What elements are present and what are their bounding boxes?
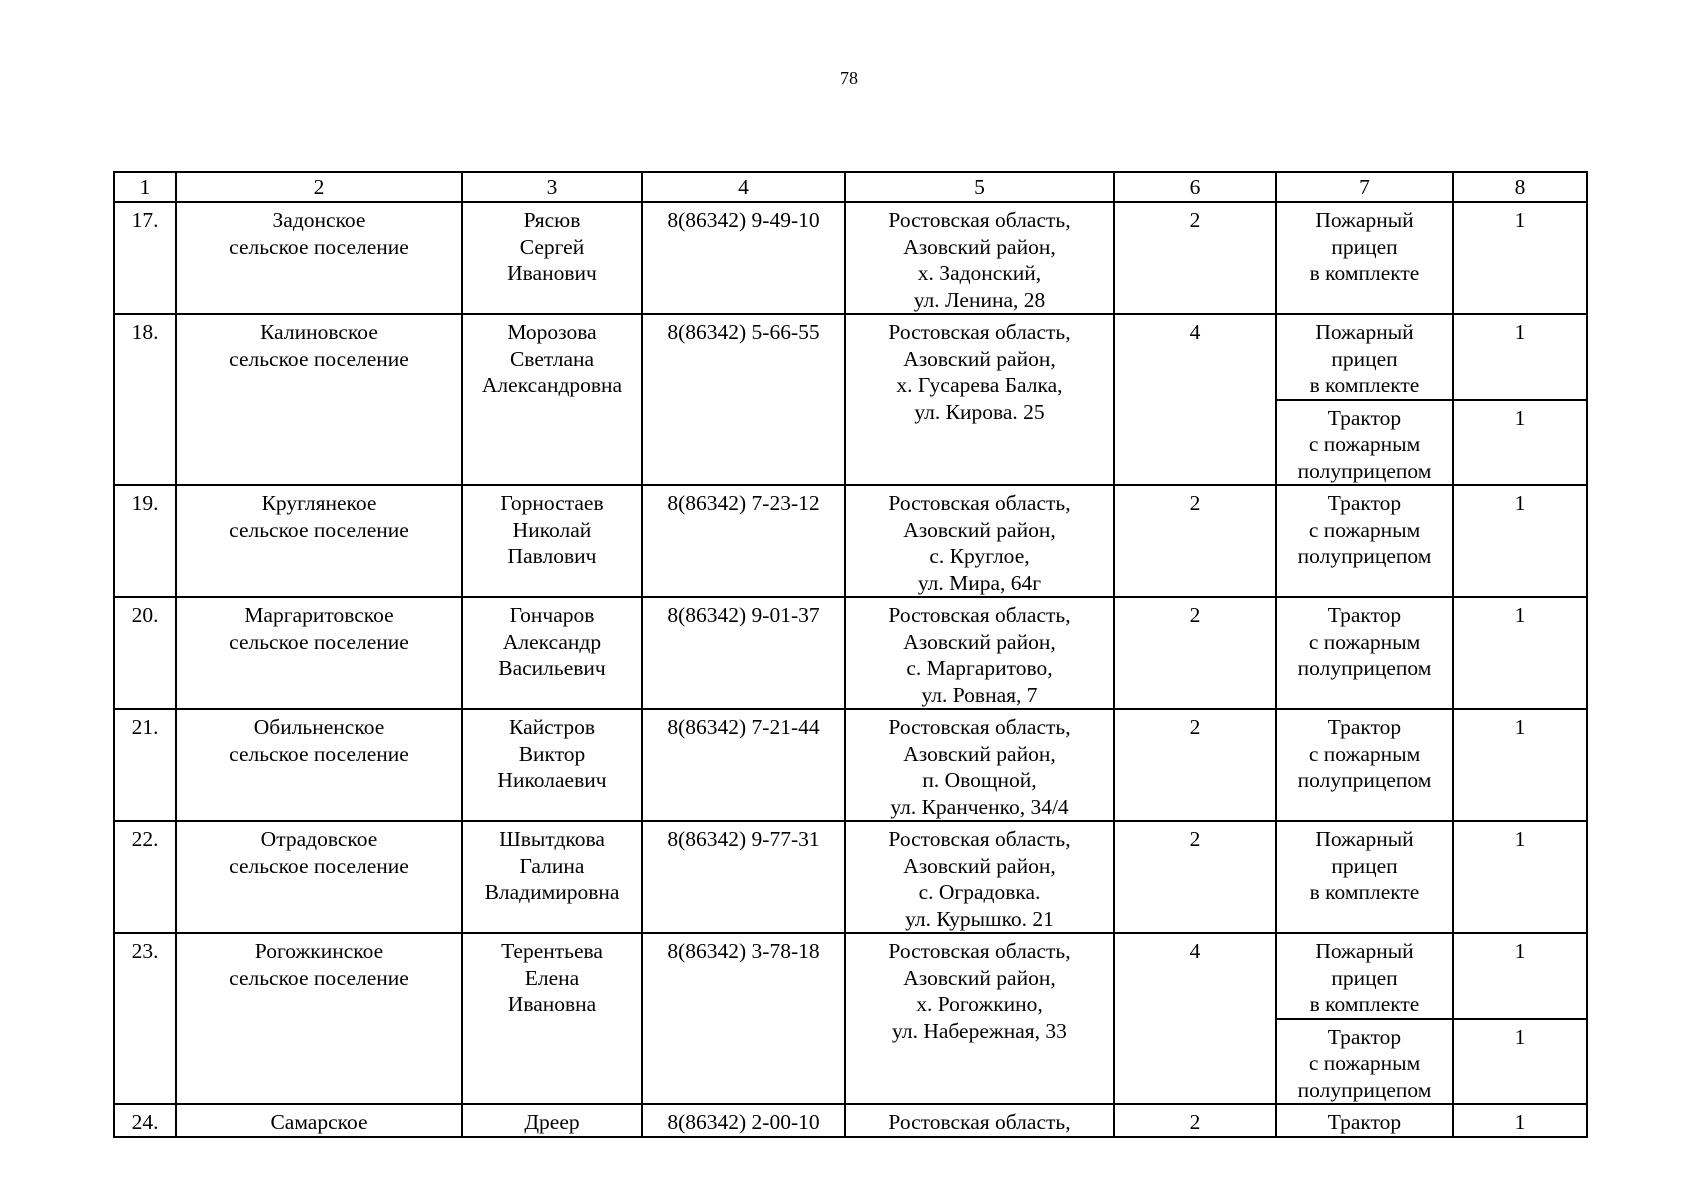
equipment-cell bbox=[1276, 1104, 1453, 1137]
address-line: х. Гусарева Балка, bbox=[896, 373, 1063, 397]
settlement-cell bbox=[176, 485, 462, 597]
head-name-line: Виктор bbox=[518, 741, 586, 766]
head-name-line: Васильевич bbox=[498, 656, 606, 680]
settlement-line: сельское поселение bbox=[229, 346, 409, 371]
head-name-cell bbox=[462, 202, 642, 314]
head-name-line: Дреер bbox=[524, 1110, 580, 1134]
equipment-line: Пожарный bbox=[1315, 939, 1414, 963]
settlement-line: сельское поселение bbox=[229, 234, 409, 259]
address-line: х. Рогожкино, bbox=[916, 992, 1043, 1016]
address-cell bbox=[845, 709, 1114, 821]
head-name-cell bbox=[462, 314, 642, 485]
table-header-row bbox=[114, 172, 1587, 202]
quantity-cell: 1 bbox=[1453, 485, 1587, 597]
settlement-cell bbox=[176, 314, 462, 485]
equipment-line: прицеп bbox=[1331, 346, 1398, 371]
equipment-line: полуприцепом bbox=[1297, 544, 1432, 568]
count-cell: 4 bbox=[1114, 314, 1276, 485]
equipment-line: полуприцепом bbox=[1297, 458, 1432, 483]
equipment-line: с пожарным bbox=[1308, 517, 1421, 542]
equipment-line: Пожарный bbox=[1315, 208, 1414, 232]
equipment-line: прицеп bbox=[1331, 965, 1398, 990]
address-line: ул. Курышко. 21 bbox=[905, 906, 1054, 931]
count-cell: 2 bbox=[1114, 821, 1276, 933]
head-name-line: Павлович bbox=[507, 544, 597, 568]
phone-cell: 8(86342) 7-23-12 bbox=[642, 485, 845, 597]
page-number: 78 bbox=[840, 68, 858, 88]
equipment-line: прицеп bbox=[1331, 853, 1398, 878]
address-line: Ростовская область, bbox=[888, 715, 1071, 739]
head-name-line: Кайстров bbox=[509, 715, 595, 739]
head-name-line: Сергей bbox=[519, 234, 585, 259]
address-line: с. Маргаритово, bbox=[906, 656, 1053, 680]
settlement-cell bbox=[176, 202, 462, 314]
address-cell bbox=[845, 597, 1114, 709]
address-cell bbox=[845, 314, 1114, 485]
address-cell bbox=[845, 933, 1114, 1104]
row-number-cell: 22. bbox=[114, 821, 176, 933]
column-header: 8 bbox=[1453, 172, 1587, 202]
settlement-line: сельское поселение bbox=[229, 853, 409, 878]
equipment-line: Пожарный bbox=[1315, 827, 1414, 851]
equipment-line: в комплекте bbox=[1309, 261, 1420, 285]
quantity-cell: 1 bbox=[1453, 1019, 1587, 1105]
table-row bbox=[114, 709, 1587, 821]
head-name-line: Елена bbox=[524, 965, 580, 990]
settlement-line: сельское поселение bbox=[229, 629, 409, 654]
column-header: 2 bbox=[176, 172, 462, 202]
address-cell bbox=[845, 1104, 1114, 1137]
settlement-cell bbox=[176, 933, 462, 1104]
table-row bbox=[114, 314, 1587, 400]
table-row bbox=[114, 821, 1587, 933]
address-line: Ростовская область, bbox=[888, 603, 1071, 627]
settlement-cell bbox=[176, 1104, 462, 1137]
table-row bbox=[114, 1104, 1587, 1137]
quantity-cell: 1 bbox=[1453, 709, 1587, 821]
address-line: п. Овощной, bbox=[922, 768, 1037, 792]
head-name-line: Николай bbox=[512, 517, 592, 542]
address-line: Азовский район, bbox=[903, 629, 1056, 654]
head-name-line: Иванович bbox=[507, 261, 597, 285]
quantity-cell: 1 bbox=[1453, 314, 1587, 400]
column-header: 4 bbox=[642, 172, 845, 202]
settlement-cell bbox=[176, 709, 462, 821]
address-cell bbox=[845, 821, 1114, 933]
head-name-line: Галина bbox=[519, 853, 585, 878]
equipment-cell bbox=[1276, 485, 1453, 597]
head-name-line: Гончаров bbox=[509, 603, 595, 627]
equipment-line: в комплекте bbox=[1309, 992, 1420, 1016]
head-name-line: Морозова bbox=[507, 320, 597, 344]
settlement-line: Отрадовское bbox=[260, 827, 378, 851]
head-name-cell bbox=[462, 1104, 642, 1137]
equipment-line: Трактор bbox=[1327, 491, 1402, 515]
count-cell: 2 bbox=[1114, 597, 1276, 709]
settlement-cell bbox=[176, 597, 462, 709]
settlement-line: Калиновское bbox=[260, 320, 378, 344]
count-cell: 2 bbox=[1114, 202, 1276, 314]
equipment-line: с пожарным bbox=[1308, 432, 1421, 456]
table-row bbox=[114, 933, 1587, 1019]
address-line: Ростовская область, bbox=[888, 939, 1071, 963]
equipment-line: прицеп bbox=[1331, 234, 1398, 259]
address-line: Азовский район, bbox=[903, 517, 1056, 542]
quantity-cell: 1 bbox=[1453, 1104, 1587, 1137]
phone-cell: 8(86342) 9-77-31 bbox=[642, 821, 845, 933]
address-line: ул. Набережная, 33 bbox=[892, 1018, 1067, 1043]
equipment-line: Трактор bbox=[1327, 1110, 1402, 1134]
address-line: Азовский район, bbox=[903, 234, 1056, 259]
equipment-line: в комплекте bbox=[1309, 373, 1420, 397]
row-number-cell: 17. bbox=[114, 202, 176, 314]
head-name-line: Александровна bbox=[481, 373, 623, 397]
head-name-line: Швытдкова bbox=[499, 827, 605, 851]
quantity-cell: 1 bbox=[1453, 933, 1587, 1019]
equipment-line: полуприцепом bbox=[1297, 1077, 1432, 1102]
address-line: х. Задонский, bbox=[917, 261, 1042, 285]
equipment-line: с пожарным bbox=[1308, 1051, 1421, 1075]
table-row bbox=[114, 202, 1587, 314]
equipment-line: Трактор bbox=[1327, 1024, 1402, 1049]
column-header: 5 bbox=[845, 172, 1114, 202]
address-line: ул. Ленина, 28 bbox=[913, 287, 1046, 312]
head-name-cell bbox=[462, 485, 642, 597]
address-line: Ростовская область, bbox=[888, 320, 1071, 344]
settlement-line: Рогожкинское bbox=[254, 939, 384, 963]
equipment-line: в комплекте bbox=[1309, 880, 1420, 904]
head-name-line: Николаевич bbox=[497, 768, 607, 792]
equipment-line: с пожарным bbox=[1308, 629, 1421, 654]
equipment-cell bbox=[1276, 202, 1453, 314]
equipment-line: Пожарный bbox=[1315, 320, 1414, 344]
count-cell: 2 bbox=[1114, 709, 1276, 821]
settlement-line: Задонское bbox=[272, 208, 366, 232]
address-line: Ростовская область, bbox=[888, 491, 1071, 515]
head-name-line: Владимировна bbox=[484, 880, 620, 904]
settlement-line: сельское поселение bbox=[229, 965, 409, 990]
phone-cell: 8(86342) 2-00-10 bbox=[642, 1104, 845, 1137]
count-cell: 2 bbox=[1114, 485, 1276, 597]
quantity-cell: 1 bbox=[1453, 400, 1587, 486]
equipment-cell bbox=[1276, 314, 1453, 400]
address-line: Азовский район, bbox=[903, 853, 1056, 878]
settlement-line: Круглянекое bbox=[261, 491, 377, 515]
address-line: с. Круглое, bbox=[929, 544, 1030, 568]
equipment-cell bbox=[1276, 597, 1453, 709]
row-number-cell: 23. bbox=[114, 933, 176, 1104]
address-cell bbox=[845, 485, 1114, 597]
equipment-cell bbox=[1276, 1019, 1453, 1105]
address-cell bbox=[845, 202, 1114, 314]
equipment-cell bbox=[1276, 400, 1453, 486]
row-number-cell: 20. bbox=[114, 597, 176, 709]
address-line: Ростовская область, bbox=[888, 1110, 1071, 1134]
quantity-cell: 1 bbox=[1453, 821, 1587, 933]
address-line: ул. Ровная, 7 bbox=[921, 682, 1038, 707]
equipment-line: Трактор bbox=[1327, 715, 1402, 739]
settlement-line: сельское поселение bbox=[229, 741, 409, 766]
head-name-cell bbox=[462, 821, 642, 933]
phone-cell: 8(86342) 9-01-37 bbox=[642, 597, 845, 709]
phone-cell: 8(86342) 7-21-44 bbox=[642, 709, 845, 821]
head-name-line: Ивановна bbox=[507, 992, 597, 1016]
column-header: 7 bbox=[1276, 172, 1453, 202]
address-line: ул. Мира, 64г bbox=[917, 570, 1042, 595]
settlement-line: Маргаритовское bbox=[244, 603, 394, 627]
count-cell: 2 bbox=[1114, 1104, 1276, 1137]
row-number-cell: 24. bbox=[114, 1104, 176, 1137]
address-line: Азовский район, bbox=[903, 965, 1056, 990]
equipment-cell bbox=[1276, 933, 1453, 1019]
head-name-cell bbox=[462, 597, 642, 709]
head-name-line: Светлана bbox=[509, 346, 595, 371]
equipment-cell bbox=[1276, 709, 1453, 821]
address-line: с. Оградовка. bbox=[918, 880, 1041, 904]
address-line: Азовский район, bbox=[903, 346, 1056, 371]
quantity-cell: 1 bbox=[1453, 597, 1587, 709]
head-name-cell bbox=[462, 933, 642, 1104]
equipment-cell bbox=[1276, 821, 1453, 933]
settlement-line: Обильненское bbox=[253, 715, 385, 739]
column-header: 6 bbox=[1114, 172, 1276, 202]
phone-cell: 8(86342) 3-78-18 bbox=[642, 933, 845, 1104]
address-line: Ростовская область, bbox=[888, 827, 1071, 851]
quantity-cell: 1 bbox=[1453, 202, 1587, 314]
row-number-cell: 19. bbox=[114, 485, 176, 597]
head-name-line: Терентьева bbox=[501, 939, 603, 963]
row-number-cell: 21. bbox=[114, 709, 176, 821]
equipment-line: Трактор bbox=[1327, 603, 1402, 627]
settlement-cell bbox=[176, 821, 462, 933]
equipment-table bbox=[113, 171, 1588, 1138]
settlement-line: Самарское bbox=[270, 1110, 368, 1134]
address-line: Ростовская область, bbox=[888, 208, 1071, 232]
table-row bbox=[114, 597, 1587, 709]
table-row bbox=[114, 485, 1587, 597]
row-number-cell: 18. bbox=[114, 314, 176, 485]
equipment-line: полуприцепом bbox=[1297, 656, 1432, 680]
head-name-cell bbox=[462, 709, 642, 821]
address-line: ул. Кранченко, 34/4 bbox=[890, 794, 1069, 819]
phone-cell: 8(86342) 5-66-55 bbox=[642, 314, 845, 485]
settlement-line: сельское поселение bbox=[229, 517, 409, 542]
head-name-line: Горностаев bbox=[500, 491, 604, 515]
equipment-line: Трактор bbox=[1327, 405, 1402, 430]
equipment-line: полуприцепом bbox=[1297, 768, 1432, 792]
column-header: 3 bbox=[462, 172, 642, 202]
phone-cell: 8(86342) 9-49-10 bbox=[642, 202, 845, 314]
address-line: ул. Кирова. 25 bbox=[914, 399, 1045, 424]
column-header: 1 bbox=[114, 172, 176, 202]
count-cell: 4 bbox=[1114, 933, 1276, 1104]
equipment-line: с пожарным bbox=[1308, 741, 1421, 766]
head-name-line: Александр bbox=[502, 629, 602, 654]
head-name-line: Рясюв bbox=[523, 208, 581, 232]
address-line: Азовский район, bbox=[903, 741, 1056, 766]
